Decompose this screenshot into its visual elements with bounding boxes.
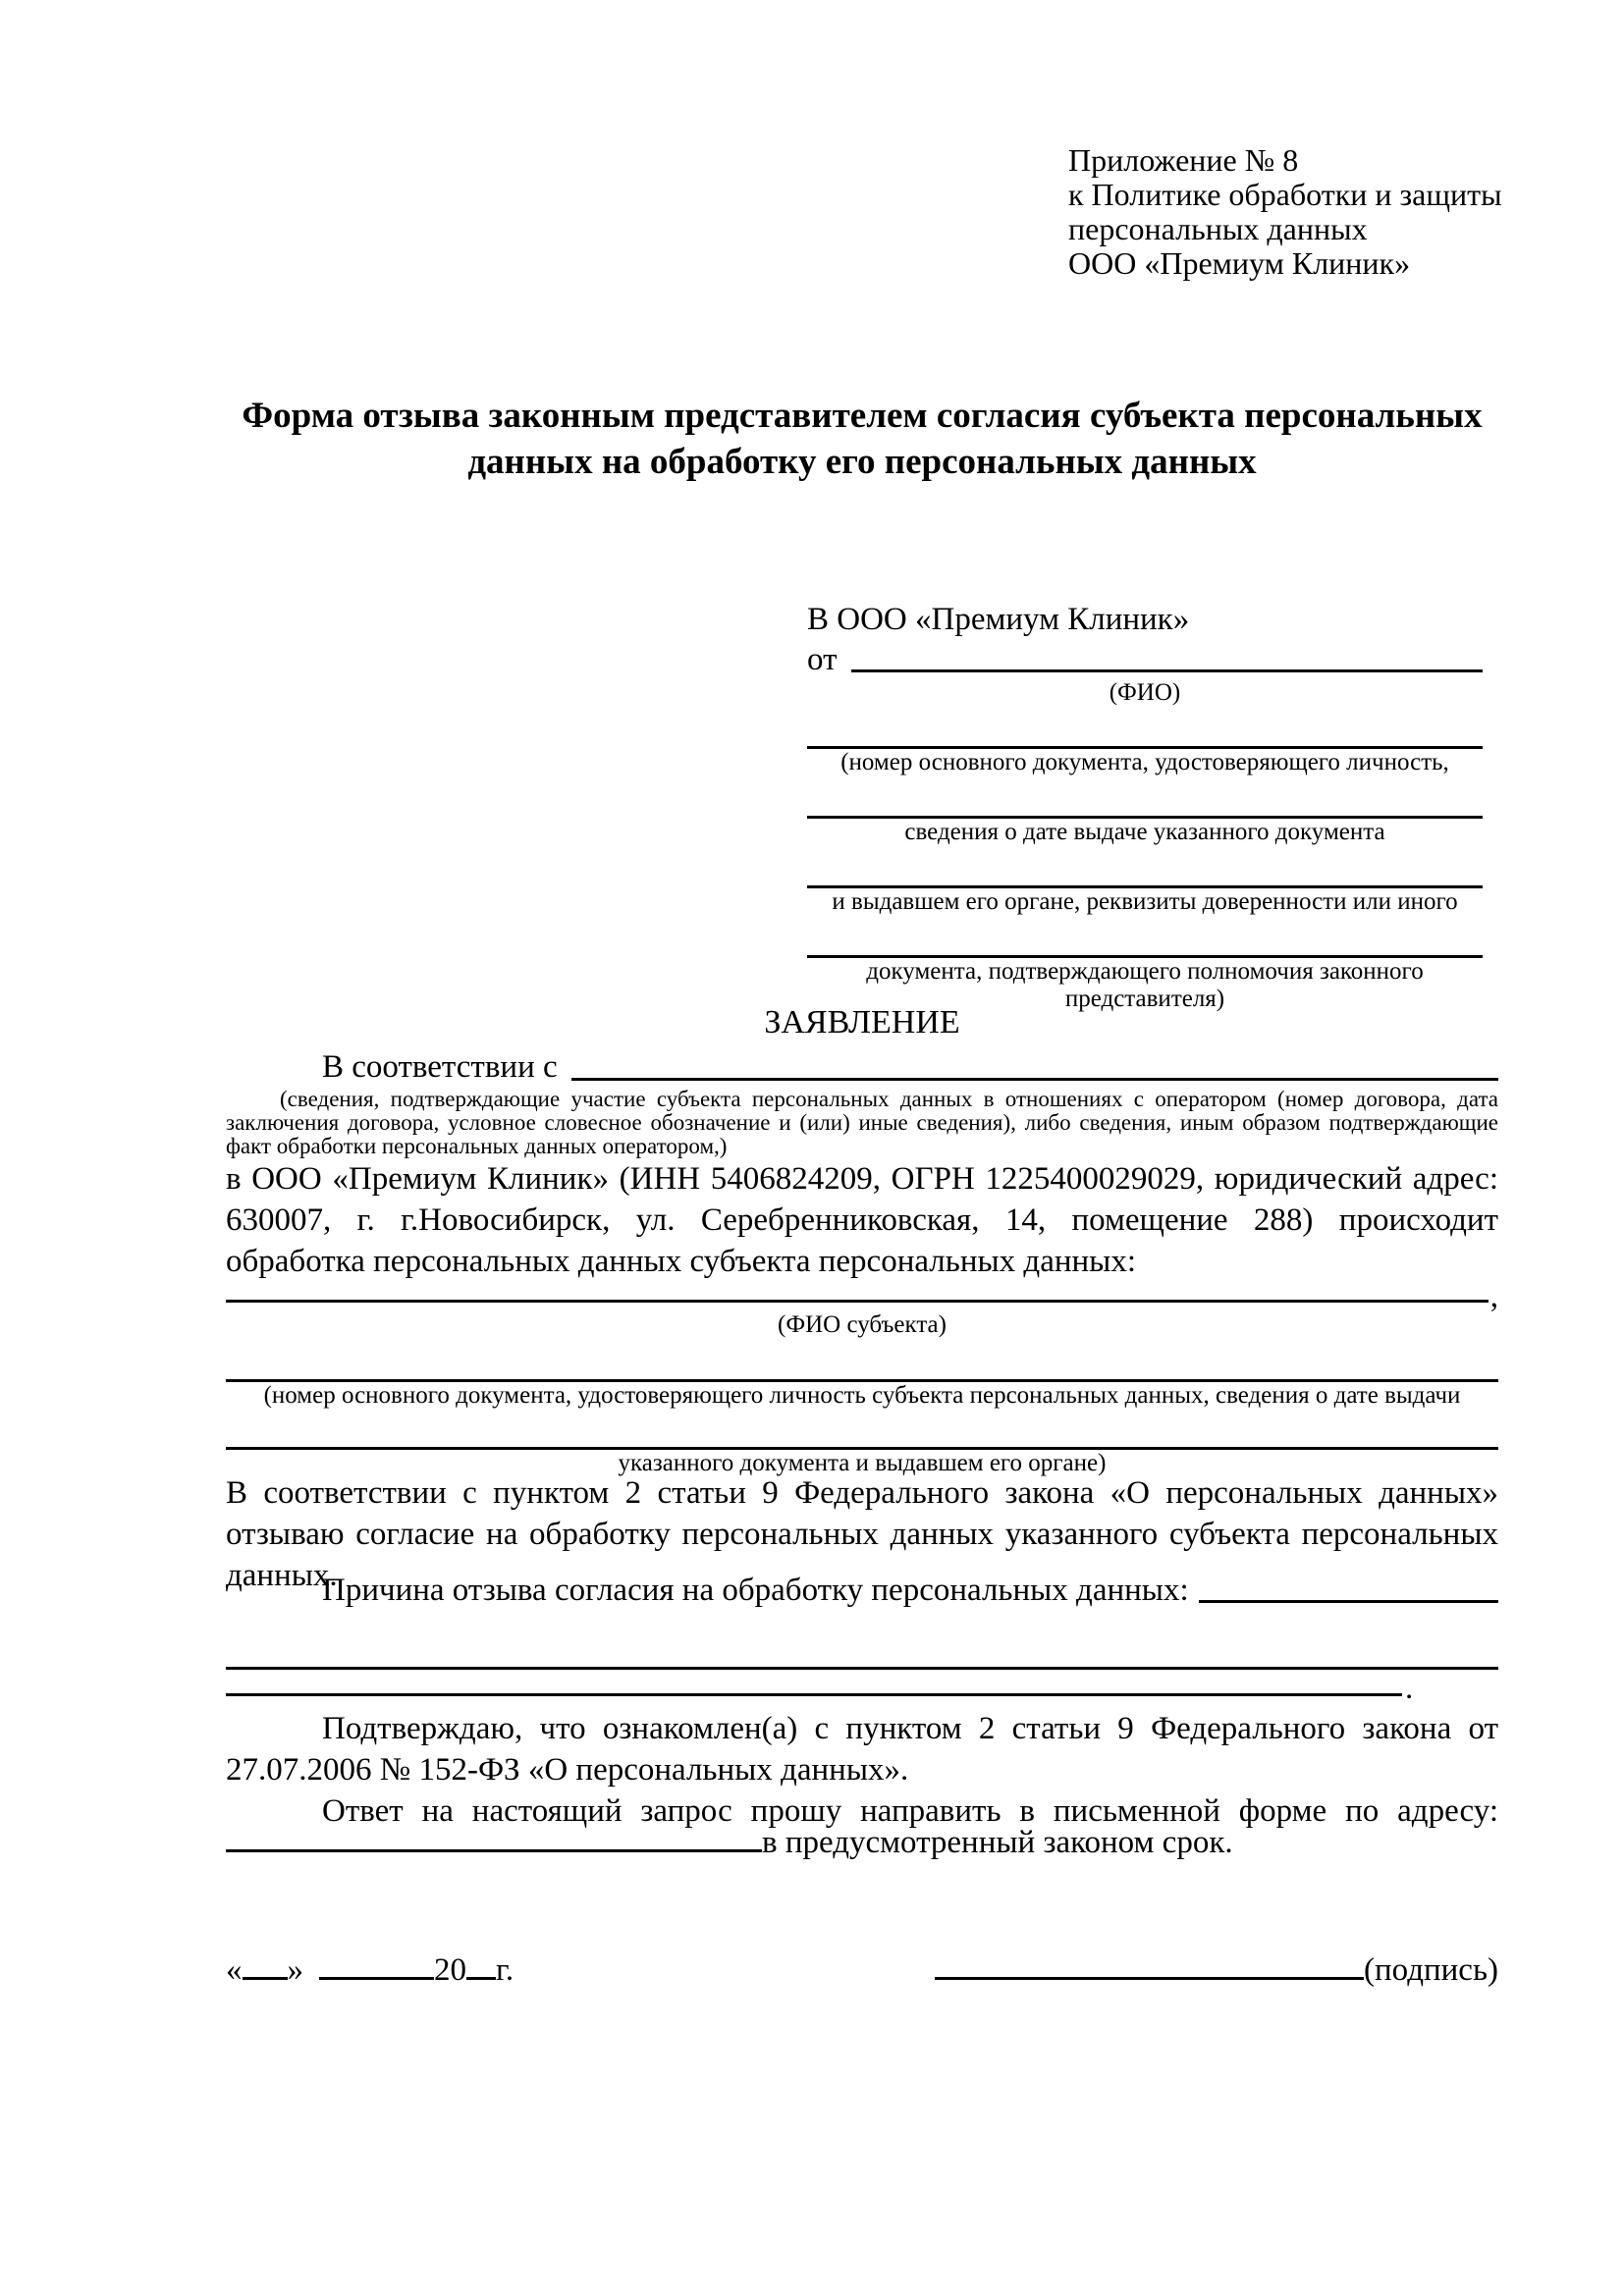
appendix-line: персональных данных [1068,211,1368,246]
day-field[interactable] [243,1977,288,1980]
representative-attorney-doc-field[interactable] [807,916,1483,958]
basis-row [226,1046,1498,1088]
signature-group [935,1949,1498,1992]
basis-caption: (сведения, подтверждающие участие субъекта персональных данных в отношениях с оператором (номер договора, дата заключения договора, условное словесное обозначение и (или) иные сведения), либо сведения, иным образом подтверждающие факт обработки персональных данных оператором,) [226,1087,1498,1158]
representative-doc-authority-field[interactable] [807,846,1483,888]
subject-fio-field[interactable] [226,1300,1489,1303]
date-quote-close: » [287,1952,303,1988]
doc-issue-date-caption: сведения о дате выдаче указанного документа [904,819,1385,845]
representative-fio-field[interactable] [851,669,1484,672]
acknowledge-paragraph: Подтверждаю, что ознакомлен(а) с пунктом 2 статьи 9 Федерального закона от 27.07.2006 № 152-ФЗ «О персональных данных». [226,1711,1498,1788]
reply-suffix: в предусмотренный законом срок. [762,1825,1233,1860]
date-group [226,1949,514,1992]
subject-fio-caption: (ФИО субъекта) [778,1311,947,1338]
representative-doc-number-field[interactable] [807,707,1483,749]
recipient-organization: В ООО «Премиум Клиник» [807,602,1190,637]
doc-authority-caption: и выдавшем его органе, реквизиты доверенности или иного [832,888,1458,915]
blank-line-period: . [1405,1671,1414,1706]
reply-address-field[interactable] [226,1849,762,1852]
year-prefix: 20 [434,1952,466,1988]
subject-doc-caption-2: указанного документа и выдавшем его органе) [618,1450,1107,1476]
year-field[interactable] [466,1977,496,1980]
year-suffix: г. [496,1952,514,1988]
subject-doc-caption-1: (номер основного документа, удостоверяющего личность субъекта персональных данных, сведения о дате выдачи [263,1382,1461,1409]
document-title: Форма отзыва законным представителем согласия субъекта персональных данных на обработку его персональных данных [242,396,1483,482]
appendix-line: ООО «Премиум Клиник» [1068,245,1411,281]
reply-address-row [226,1826,1498,1859]
recipient-block [807,599,1483,1013]
signature-field[interactable] [935,1977,1364,1980]
fio-caption: (ФИО) [1109,679,1181,706]
from-label: от [807,642,838,677]
reason-field-line3-row [226,1671,1498,1706]
reason-field-line3[interactable] [226,1693,1402,1696]
withdrawal-paragraph: В соответствии с пунктом 2 статьи 9 Федерального закона «О персональных данных» отзываю согласие на обработку персональных данных указанного субъекта персональных данных. [226,1475,1498,1593]
attorney-doc-caption: документа, подтверждающего полномочия законного представителя) [866,958,1424,1012]
doc-number-caption: (номер основного документа, удостоверяющего личность, [840,749,1449,775]
representative-doc-issue-date-field[interactable] [807,776,1483,819]
reason-row [226,1571,1498,1610]
reason-field-line2[interactable] [226,1667,1498,1670]
subject-fio-row [226,1279,1498,1314]
signature-caption: (подпись) [1364,1952,1498,1988]
appendix-line: к Политике обработки и защиты [1068,177,1502,212]
operator-paragraph: в ООО «Премиум Клиник» (ИНН 5406824209, ОГРН 1225400029029, юридический адрес: 630007, г. г.Новосибирск, ул. Серебренниковская, 14, помещение 288) происходит обработка персональных данных субъекта персональных данных: [226,1161,1498,1279]
footer-row [226,1949,1498,1992]
appendix-line: Приложение № 8 [1068,142,1299,178]
subject-line-comma: , [1489,1279,1498,1314]
statement-heading: ЗАЯВЛЕНИЕ [764,1004,960,1041]
from-row [807,640,1483,679]
basis-field[interactable] [571,1078,1498,1081]
month-field[interactable] [319,1977,434,1980]
reply-label: Ответ на настоящий запрос прошу направить в письменной форме по адресу: [322,1793,1498,1829]
reason-label: Причина отзыва согласия на обработку персональных данных: [322,1573,1189,1608]
appendix-note [1068,143,1502,281]
basis-label: В соответствии с [322,1049,558,1085]
reason-field[interactable] [1199,1600,1498,1603]
date-quote-open: « [226,1952,243,1988]
